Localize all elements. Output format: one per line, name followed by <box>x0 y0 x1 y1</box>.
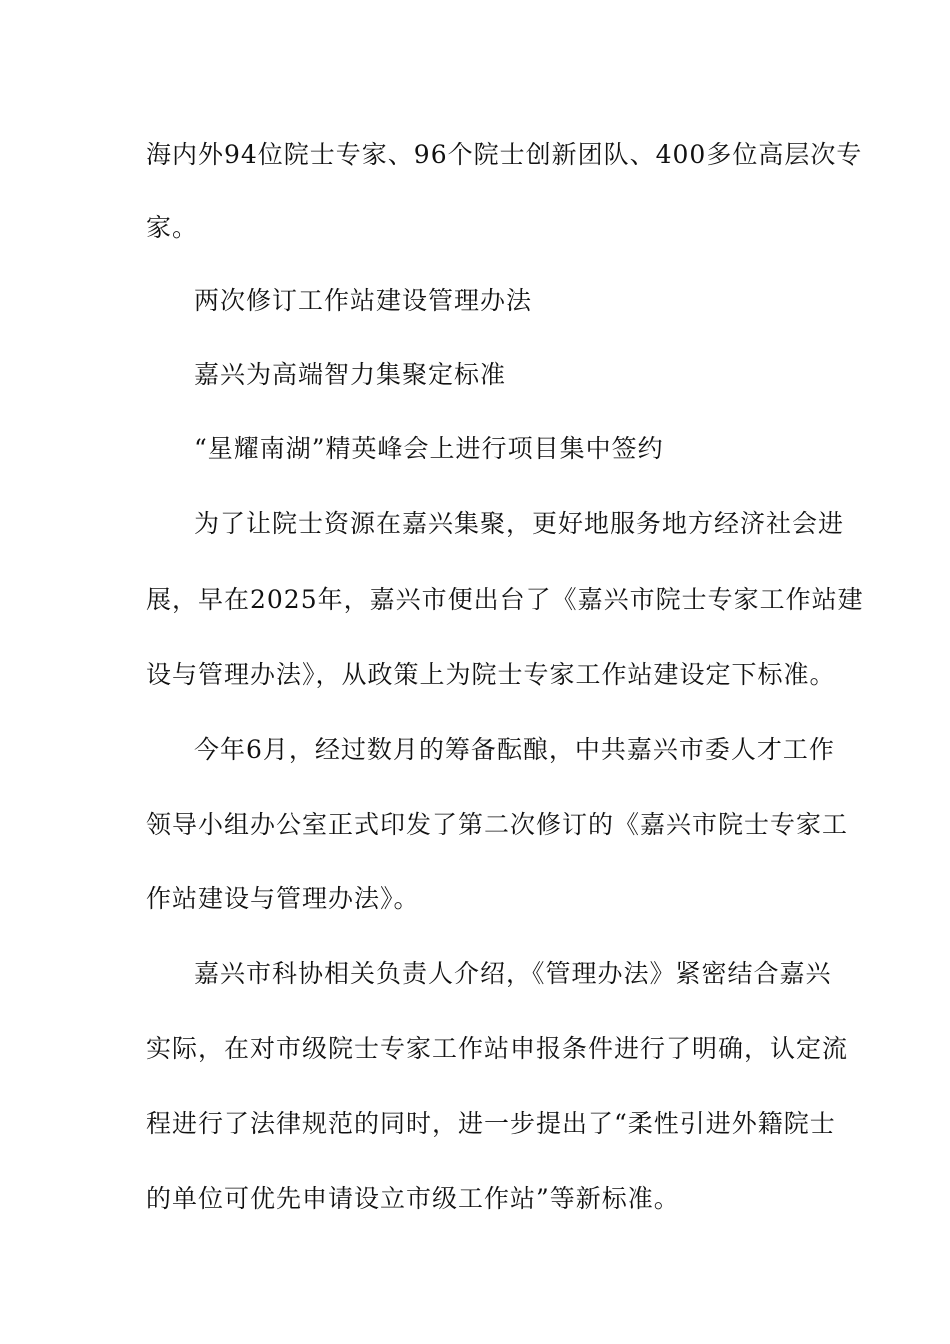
paragraph-line: 作站建设与管理办法》。 <box>146 884 420 913</box>
paragraph-line: 为了让院士资源在嘉兴集聚，更好地服务地方经济社会进 <box>194 509 845 538</box>
text-line: 海内外94位院士专家、96个院士创新团队、400多位高层次专 <box>146 140 863 169</box>
paragraph-line: 今年6月，经过数月的筹备酝酿，中共嘉兴市委人才工作 <box>194 735 835 764</box>
paragraph-line: 设与管理办法》，从政策上为院士专家工作站建设定下标准。 <box>146 660 836 689</box>
text-line: 家。 <box>146 213 199 242</box>
paragraph-line: 嘉兴市科协相关负责人介绍，《管理办法》紧密结合嘉兴 <box>194 959 832 988</box>
image-caption: “星耀南湖”精英峰会上进行项目集中签约 <box>194 434 664 463</box>
section-subheading: 嘉兴为高端智力集聚定标准 <box>194 360 507 389</box>
paragraph-line: 实际，在对市级院士专家工作站申报条件进行了明确，认定流 <box>146 1034 849 1063</box>
paragraph-line: 的单位可优先申请设立市级工作站”等新标准。 <box>146 1184 680 1213</box>
section-heading: 两次修订工作站建设管理办法 <box>194 286 533 315</box>
paragraph-line: 展，早在2025年，嘉兴市便出台了《嘉兴市院士专家工作站建 <box>146 585 864 614</box>
paragraph-line: 程进行了法律规范的同时，进一步提出了“柔性引进外籍院士 <box>146 1109 836 1138</box>
paragraph-line: 领导小组办公室正式印发了第二次修订的《嘉兴市院士专家工 <box>146 810 849 839</box>
